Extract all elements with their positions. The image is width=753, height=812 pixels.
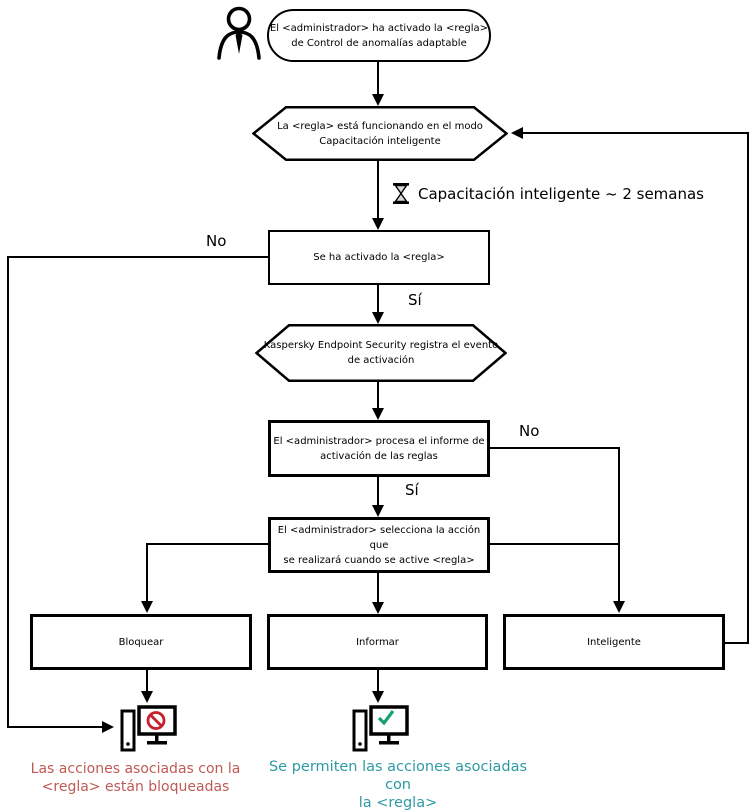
connector-line bbox=[377, 381, 379, 410]
event-log-text: Kaspersky Endpoint Security registra el evento bbox=[263, 340, 499, 351]
caption-allowed: Se permiten las acciones asociadas con la <regla> bbox=[268, 759, 528, 812]
select-action-text: El <administrador> selecciona la acción que bbox=[277, 524, 481, 551]
connector-line bbox=[7, 726, 104, 728]
arrowhead bbox=[372, 94, 384, 106]
start-terminator: El <administrador> ha activado la <regla> de Control de anomalías adaptable bbox=[267, 9, 491, 62]
connector-line bbox=[521, 132, 749, 134]
connector-line bbox=[146, 543, 148, 603]
connector-line bbox=[377, 669, 379, 693]
smart-action-label: Inteligente bbox=[587, 636, 641, 648]
start-terminator-text: El <administrador> ha activado la <regla> bbox=[269, 22, 489, 34]
connector-line bbox=[377, 160, 379, 220]
connector-line bbox=[725, 642, 749, 644]
process-report-box: El <administrador> procesa el informe de activación de las reglas bbox=[268, 420, 490, 477]
arrowhead bbox=[141, 601, 153, 613]
arrowhead bbox=[372, 312, 384, 324]
rule-activated-box bbox=[268, 230, 490, 285]
event-log-hexagon: Kaspersky Endpoint Security registra el evento de activación bbox=[255, 324, 507, 382]
connector-line bbox=[377, 61, 379, 96]
training-mode-text: La <regla> está funcionando en el modo bbox=[277, 120, 483, 132]
arrowhead bbox=[372, 408, 384, 420]
select-action-box: El <administrador> selecciona la acción que se realizará cuando se active <regla> bbox=[268, 517, 490, 573]
edge-label-no-left: No bbox=[206, 232, 227, 250]
connector-line bbox=[147, 543, 268, 545]
smart-action-box bbox=[503, 614, 725, 670]
connector-line bbox=[377, 476, 379, 507]
hourglass-icon bbox=[393, 183, 409, 204]
inform-action-box bbox=[267, 614, 488, 670]
person-icon bbox=[215, 4, 263, 60]
connector-line bbox=[377, 572, 379, 604]
arrowhead bbox=[372, 602, 384, 614]
rule-activated-text: Se ha activado la <regla> bbox=[313, 252, 445, 263]
arrowhead bbox=[511, 127, 523, 139]
block-action-box bbox=[30, 614, 252, 670]
arrowhead bbox=[372, 505, 384, 517]
connector-line bbox=[146, 669, 148, 693]
block-action-label: Bloquear bbox=[118, 636, 164, 648]
edge-label-no-right: No bbox=[519, 422, 540, 440]
training-mode-hexagon: La <regla> está funcionando en el modo Capacitación inteligente bbox=[252, 106, 508, 161]
arrowhead bbox=[613, 601, 625, 613]
edge-label-yes-top: Sí bbox=[408, 291, 422, 309]
edge-label-yes-bottom: Sí bbox=[405, 481, 419, 499]
connector-line bbox=[747, 132, 749, 644]
blocked-computer-icon bbox=[119, 704, 177, 754]
connector-line bbox=[618, 447, 620, 603]
connector-line bbox=[7, 256, 268, 258]
connector-line bbox=[490, 543, 620, 545]
arrowhead bbox=[141, 691, 153, 703]
connector-line bbox=[7, 256, 9, 728]
inform-action-label: Informar bbox=[356, 636, 399, 648]
process-report-text: El <administrador> procesa el informe de bbox=[273, 435, 485, 447]
caption-blocked: Las acciones asociadas con la <regla> están bloqueadas bbox=[30, 761, 241, 795]
arrowhead bbox=[372, 218, 384, 230]
connector-line bbox=[377, 284, 379, 314]
arrowhead bbox=[372, 691, 384, 703]
allowed-computer-icon bbox=[351, 704, 409, 754]
arrowhead bbox=[102, 721, 114, 733]
timer-label: Capacitación inteligente ~ 2 semanas bbox=[418, 185, 704, 203]
connector-line bbox=[490, 447, 620, 449]
